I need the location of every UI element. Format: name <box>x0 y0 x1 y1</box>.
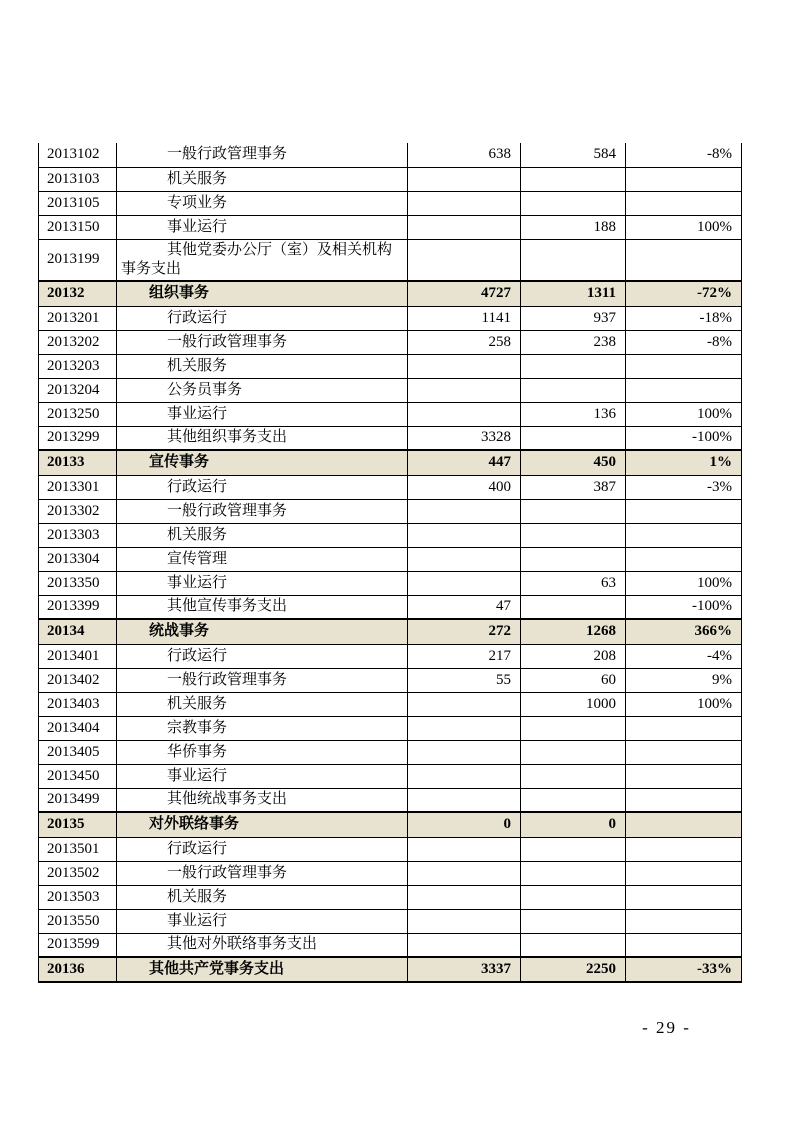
budget-table-body <box>39 143 742 982</box>
value2-cell <box>521 740 626 764</box>
code-cell: 20135 <box>39 812 117 837</box>
table-row <box>39 547 742 571</box>
name-cell: 事业运行 <box>117 764 408 788</box>
pct-cell: 100% <box>626 692 742 716</box>
code-cell: 2013203 <box>39 354 117 378</box>
name-cell: 事业运行 <box>117 402 408 426</box>
name-cell: 行政运行 <box>117 644 408 668</box>
code-cell: 2013502 <box>39 861 117 885</box>
pct-cell: -100% <box>626 426 742 450</box>
table-row <box>39 330 742 354</box>
table-row <box>39 812 742 837</box>
value1-cell: 217 <box>408 644 521 668</box>
pct-cell <box>626 167 742 191</box>
code-cell: 2013304 <box>39 547 117 571</box>
pct-cell <box>626 547 742 571</box>
value1-cell <box>408 523 521 547</box>
code-cell: 2013350 <box>39 571 117 595</box>
value2-cell <box>521 354 626 378</box>
value2-cell: 60 <box>521 668 626 692</box>
name-cell: 其他党委办公厅（室）及相关机构事务支出 <box>117 239 408 281</box>
value1-cell: 4727 <box>408 281 521 306</box>
value1-cell <box>408 837 521 861</box>
name-cell: 一般行政管理事务 <box>117 499 408 523</box>
value1-cell <box>408 215 521 239</box>
value2-cell <box>521 909 626 933</box>
value1-cell <box>408 740 521 764</box>
page-number-label: - 29 - <box>642 1018 691 1037</box>
code-cell: 2013399 <box>39 595 117 619</box>
pct-cell <box>626 239 742 281</box>
budget-table <box>38 143 742 983</box>
table-row <box>39 281 742 306</box>
name-cell: 机关服务 <box>117 692 408 716</box>
value2-cell <box>521 861 626 885</box>
value2-cell <box>521 547 626 571</box>
table-row <box>39 716 742 740</box>
pct-cell: 9% <box>626 668 742 692</box>
pct-cell <box>626 764 742 788</box>
table-row <box>39 837 742 861</box>
table-row <box>39 885 742 909</box>
page-number <box>0 1018 793 1038</box>
code-cell: 2013103 <box>39 167 117 191</box>
value1-cell: 272 <box>408 619 521 644</box>
pct-cell <box>626 523 742 547</box>
code-cell: 2013503 <box>39 885 117 909</box>
value1-cell: 3328 <box>408 426 521 450</box>
code-cell: 2013299 <box>39 426 117 450</box>
value2-cell <box>521 499 626 523</box>
pct-cell: -100% <box>626 595 742 619</box>
table-row <box>39 692 742 716</box>
code-cell: 2013201 <box>39 306 117 330</box>
value2-cell <box>521 595 626 619</box>
value1-cell <box>408 167 521 191</box>
value2-cell: 387 <box>521 475 626 499</box>
name-cell: 行政运行 <box>117 306 408 330</box>
value1-cell <box>408 354 521 378</box>
pct-cell <box>626 837 742 861</box>
code-cell: 2013105 <box>39 191 117 215</box>
name-cell: 事业运行 <box>117 909 408 933</box>
name-cell: 其他对外联络事务支出 <box>117 933 408 957</box>
name-cell: 其他共产党事务支出 <box>117 957 408 982</box>
name-cell: 其他统战事务支出 <box>117 788 408 812</box>
value1-cell <box>408 933 521 957</box>
table-row <box>39 402 742 426</box>
code-cell: 2013599 <box>39 933 117 957</box>
value2-cell: 238 <box>521 330 626 354</box>
table-row <box>39 143 742 167</box>
value2-cell <box>521 239 626 281</box>
pct-cell <box>626 740 742 764</box>
table-row <box>39 450 742 475</box>
value2-cell <box>521 167 626 191</box>
code-cell: 2013550 <box>39 909 117 933</box>
value2-cell <box>521 788 626 812</box>
pct-cell: -33% <box>626 957 742 982</box>
code-cell: 2013303 <box>39 523 117 547</box>
name-cell: 一般行政管理事务 <box>117 330 408 354</box>
table-row <box>39 571 742 595</box>
value1-cell <box>408 499 521 523</box>
name-cell: 宣传管理 <box>117 547 408 571</box>
table-row <box>39 191 742 215</box>
value2-cell: 1000 <box>521 692 626 716</box>
table-row <box>39 499 742 523</box>
pct-cell <box>626 788 742 812</box>
value1-cell: 258 <box>408 330 521 354</box>
value1-cell: 400 <box>408 475 521 499</box>
table-row <box>39 644 742 668</box>
name-cell: 公务员事务 <box>117 378 408 402</box>
value1-cell: 55 <box>408 668 521 692</box>
code-cell: 2013401 <box>39 644 117 668</box>
value2-cell: 2250 <box>521 957 626 982</box>
code-cell: 2013501 <box>39 837 117 861</box>
code-cell: 2013403 <box>39 692 117 716</box>
name-cell: 组织事务 <box>117 281 408 306</box>
pct-cell: -8% <box>626 330 742 354</box>
name-cell: 行政运行 <box>117 837 408 861</box>
value1-cell <box>408 692 521 716</box>
value2-cell: 450 <box>521 450 626 475</box>
name-cell: 机关服务 <box>117 167 408 191</box>
pct-cell <box>626 354 742 378</box>
value1-cell: 1141 <box>408 306 521 330</box>
code-cell: 20132 <box>39 281 117 306</box>
value1-cell <box>408 191 521 215</box>
table-row <box>39 740 742 764</box>
table-row <box>39 215 742 239</box>
value2-cell: 208 <box>521 644 626 668</box>
name-cell: 专项业务 <box>117 191 408 215</box>
value1-cell: 447 <box>408 450 521 475</box>
table-row <box>39 764 742 788</box>
pct-cell: 1% <box>626 450 742 475</box>
value2-cell <box>521 523 626 547</box>
pct-cell: 100% <box>626 571 742 595</box>
code-cell: 20136 <box>39 957 117 982</box>
pct-cell <box>626 885 742 909</box>
code-cell: 2013199 <box>39 239 117 281</box>
pct-cell <box>626 716 742 740</box>
value2-cell <box>521 885 626 909</box>
pct-cell: -18% <box>626 306 742 330</box>
value1-cell: 47 <box>408 595 521 619</box>
value2-cell: 1311 <box>521 281 626 306</box>
name-cell: 其他组织事务支出 <box>117 426 408 450</box>
value2-cell: 937 <box>521 306 626 330</box>
code-cell: 2013204 <box>39 378 117 402</box>
value2-cell <box>521 837 626 861</box>
pct-cell <box>626 378 742 402</box>
name-cell: 华侨事务 <box>117 740 408 764</box>
value1-cell <box>408 861 521 885</box>
name-cell: 一般行政管理事务 <box>117 668 408 692</box>
name-cell: 宗教事务 <box>117 716 408 740</box>
table-row <box>39 909 742 933</box>
table-row <box>39 523 742 547</box>
value1-cell: 638 <box>408 143 521 167</box>
value1-cell <box>408 547 521 571</box>
pct-cell: -8% <box>626 143 742 167</box>
value1-cell: 0 <box>408 812 521 837</box>
name-cell: 机关服务 <box>117 885 408 909</box>
table-row <box>39 167 742 191</box>
name-cell: 统战事务 <box>117 619 408 644</box>
table-row <box>39 354 742 378</box>
code-cell: 2013202 <box>39 330 117 354</box>
table-row <box>39 668 742 692</box>
pct-cell <box>626 499 742 523</box>
value2-cell <box>521 426 626 450</box>
code-cell: 2013102 <box>39 143 117 167</box>
name-cell: 机关服务 <box>117 354 408 378</box>
value2-cell: 136 <box>521 402 626 426</box>
code-cell: 20134 <box>39 619 117 644</box>
pct-cell: -72% <box>626 281 742 306</box>
value1-cell <box>408 885 521 909</box>
pct-cell <box>626 909 742 933</box>
pct-cell: 100% <box>626 215 742 239</box>
pct-cell: 366% <box>626 619 742 644</box>
table-row <box>39 861 742 885</box>
value1-cell <box>408 788 521 812</box>
code-cell: 2013450 <box>39 764 117 788</box>
table-row <box>39 426 742 450</box>
table-row <box>39 619 742 644</box>
value1-cell <box>408 764 521 788</box>
name-cell: 一般行政管理事务 <box>117 143 408 167</box>
table-row <box>39 933 742 957</box>
value2-cell <box>521 764 626 788</box>
value1-cell <box>408 571 521 595</box>
name-cell: 其他宣传事务支出 <box>117 595 408 619</box>
name-cell: 宣传事务 <box>117 450 408 475</box>
pct-cell <box>626 861 742 885</box>
table-row <box>39 788 742 812</box>
value2-cell <box>521 191 626 215</box>
value2-cell <box>521 716 626 740</box>
name-cell: 一般行政管理事务 <box>117 861 408 885</box>
table-row <box>39 239 742 281</box>
name-cell: 行政运行 <box>117 475 408 499</box>
code-cell: 2013499 <box>39 788 117 812</box>
code-cell: 2013150 <box>39 215 117 239</box>
value1-cell <box>408 909 521 933</box>
code-cell: 2013250 <box>39 402 117 426</box>
value2-cell: 584 <box>521 143 626 167</box>
value2-cell: 0 <box>521 812 626 837</box>
pct-cell: 100% <box>626 402 742 426</box>
table-row <box>39 595 742 619</box>
table-row <box>39 957 742 982</box>
table-row <box>39 475 742 499</box>
value1-cell <box>408 716 521 740</box>
name-cell: 对外联络事务 <box>117 812 408 837</box>
value2-cell: 63 <box>521 571 626 595</box>
pct-cell: -4% <box>626 644 742 668</box>
value1-cell <box>408 378 521 402</box>
table-row <box>39 306 742 330</box>
code-cell: 2013301 <box>39 475 117 499</box>
pct-cell <box>626 933 742 957</box>
pct-cell <box>626 812 742 837</box>
table-row <box>39 378 742 402</box>
value2-cell: 188 <box>521 215 626 239</box>
code-cell: 20133 <box>39 450 117 475</box>
code-cell: 2013402 <box>39 668 117 692</box>
value2-cell <box>521 933 626 957</box>
pct-cell <box>626 191 742 215</box>
code-cell: 2013404 <box>39 716 117 740</box>
pct-cell: -3% <box>626 475 742 499</box>
code-cell: 2013302 <box>39 499 117 523</box>
name-cell: 事业运行 <box>117 215 408 239</box>
value2-cell <box>521 378 626 402</box>
value1-cell: 3337 <box>408 957 521 982</box>
name-cell: 机关服务 <box>117 523 408 547</box>
value1-cell <box>408 239 521 281</box>
value1-cell <box>408 402 521 426</box>
code-cell: 2013405 <box>39 740 117 764</box>
name-cell: 事业运行 <box>117 571 408 595</box>
value2-cell: 1268 <box>521 619 626 644</box>
